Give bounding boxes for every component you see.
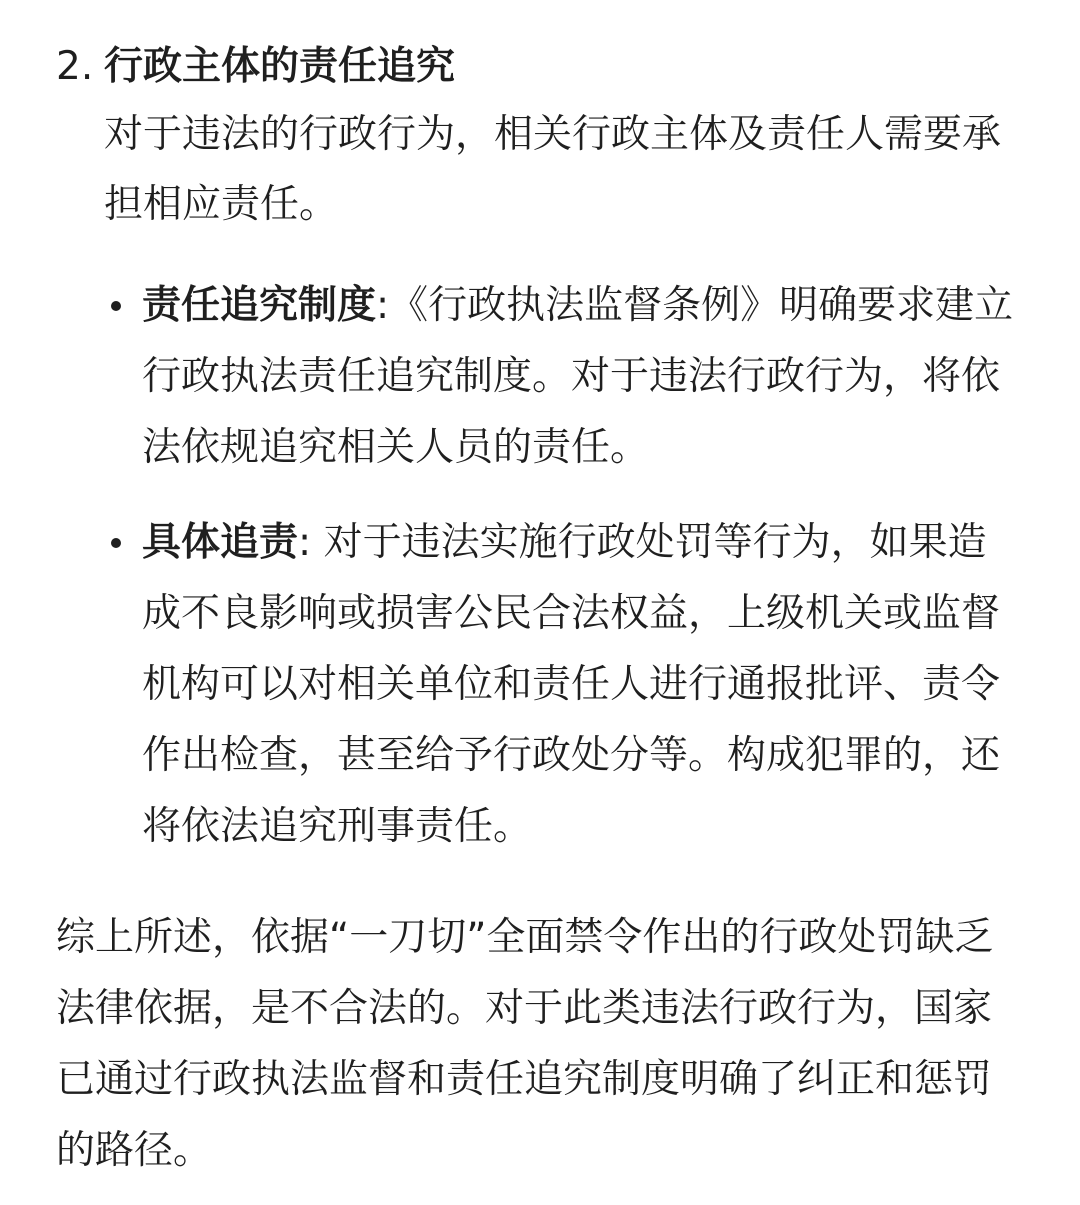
section-number: 2.	[56, 44, 94, 89]
section-title: 行政主体的责任追究	[104, 44, 456, 89]
bullet-text: 《行政执法监督条例》明确要求建立行政执法责任追究制度。对于违法行政行为，将依法依规追究相关人员的责任。	[142, 283, 1014, 470]
bullet-list	[104, 270, 1024, 862]
summary-paragraph: 综上所述，依据“一刀切”全面禁令作出的行政处罚缺乏法律依据，是不合法的。对于此类违法行政行为，国家已通过行政执法监督和责任追究制度明确了纠正和惩罚的路径。	[56, 915, 994, 1173]
bullet-term: 具体追责	[142, 520, 299, 565]
bullet-item-specific-accountability	[104, 507, 1024, 862]
bullet-item-responsibility-system	[104, 270, 1024, 483]
bullet-separator: :	[376, 283, 390, 328]
section-heading	[56, 34, 1024, 100]
bullet-dot-icon	[111, 538, 121, 548]
bullet-dot-icon	[111, 301, 121, 311]
bullet-text: 对于违法实施行政处罚等行为，如果造成不良影响或损害公民合法权益，上级机关或监督机构可以对相关单位和责任人进行通报批评、责令作出检查，甚至给予行政处分等。构成犯罪的，还将依法追究刑事责任。	[142, 520, 1001, 849]
bullet-separator: :	[298, 520, 324, 565]
section-description: 对于违法的行政行为，相关行政主体及责任人需要承担相应责任。	[104, 112, 1002, 227]
bullet-term: 责任追究制度	[142, 283, 377, 328]
